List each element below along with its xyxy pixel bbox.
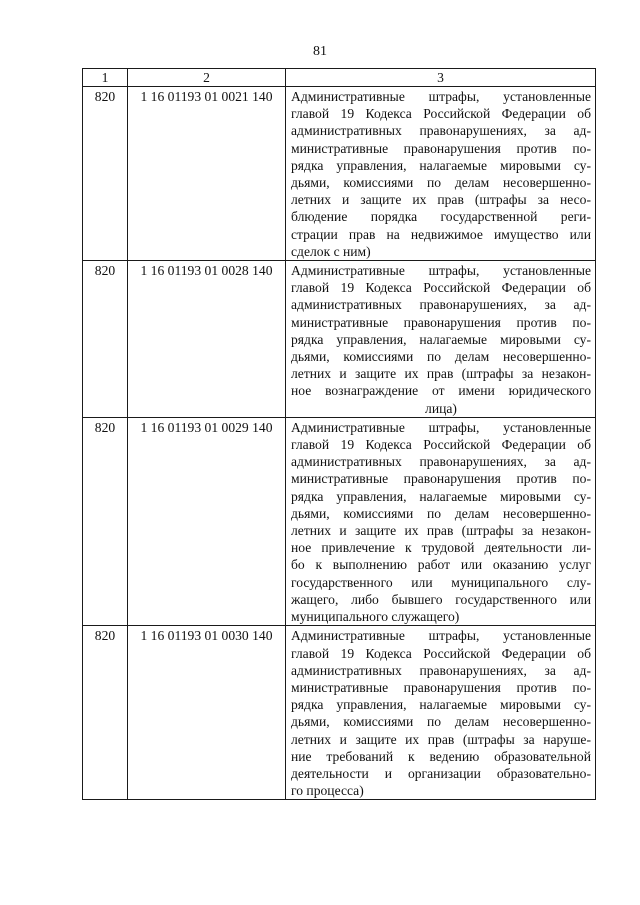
description-line: рядка управления, налагаемые мировыми су-: [291, 157, 591, 173]
description-line: министративные правонарушения против по-: [291, 314, 591, 330]
table-row: [83, 626, 596, 800]
description-line: го процесса): [291, 783, 364, 799]
description-line: административных правонарушениях, за ад-: [291, 297, 591, 313]
column-header-3: 3: [286, 69, 596, 87]
description-line: государственного или муниципального слу-: [291, 574, 591, 590]
description-line: рядка управления, налагаемые мировыми су-: [291, 331, 591, 347]
budget-classification-code-cell: 1 16 01193 01 0021 140: [128, 87, 286, 261]
description-line: дьями, комиссиями по делам несовершенно-: [291, 349, 591, 365]
description-cell: [286, 626, 596, 800]
description-cell: [286, 417, 596, 625]
table-header-row: [83, 69, 596, 87]
table-row: [83, 261, 596, 418]
description-line: летних и защите их прав (штрафы за несо-: [291, 192, 591, 208]
description-line: министративные правонарушения против по-: [291, 140, 591, 156]
description-line: лица): [425, 400, 457, 416]
description-line: главой 19 Кодекса Российской Федерации об: [291, 106, 591, 122]
description-line: сделок с ним): [291, 243, 371, 259]
description-line: Административные штрафы, установленные: [291, 419, 591, 435]
budget-classification-code-cell: 1 16 01193 01 0030 140: [128, 626, 286, 800]
description-line: дьями, комиссиями по делам несовершенно-: [291, 505, 591, 521]
admin-code-cell: 820: [83, 626, 128, 800]
description-line: летних и защите их прав (штрафы за незакон-: [291, 523, 591, 539]
admin-code-cell: 820: [83, 261, 128, 418]
description-line: Административные штрафы, установленные: [291, 628, 591, 644]
description-line: дьями, комиссиями по делам несовершенно-: [291, 175, 591, 191]
description-line: деятельности и организации образовательно-: [291, 765, 591, 781]
description-line: рядка управления, налагаемые мировыми су-: [291, 697, 591, 713]
budget-classification-code-cell: 1 16 01193 01 0028 140: [128, 261, 286, 418]
description-line: блюдение порядка государственной реги-: [291, 209, 591, 225]
description-line: бо к выполнению работ или оказанию услуг: [291, 557, 591, 573]
description-line: административных правонарушениях, за ад-: [291, 123, 591, 139]
description-cell: [286, 87, 596, 261]
description-line: жащего, либо бывшего государственного или: [291, 591, 591, 607]
description-line: ное привлечение к трудовой деятельности ли-: [291, 540, 591, 556]
budget-codes-table: [82, 68, 596, 800]
column-header-2: 2: [128, 69, 286, 87]
description-line: муниципального служащего): [291, 609, 460, 625]
admin-code-cell: 820: [83, 417, 128, 625]
description-line: ние требований к ведению образовательной: [291, 748, 591, 764]
description-line: министративные правонарушения против по-: [291, 679, 591, 695]
description-line: Административные штрафы, установленные: [291, 263, 591, 279]
description-line: Административные штрафы, установленные: [291, 89, 591, 104]
description-line: административных правонарушениях, за ад-: [291, 662, 591, 678]
description-line: главой 19 Кодекса Российской Федерации об: [291, 280, 591, 296]
admin-code-cell: 820: [83, 87, 128, 261]
description-line: летних и защите их прав (штрафы за незакон-: [291, 366, 591, 382]
budget-classification-code-cell: 1 16 01193 01 0029 140: [128, 417, 286, 625]
description-line: главой 19 Кодекса Российской Федерации об: [291, 437, 591, 453]
description-line: дьями, комиссиями по делам несовершенно-: [291, 714, 591, 730]
description-line: главой 19 Кодекса Российской Федерации об: [291, 645, 591, 661]
description-line: министративные правонарушения против по-: [291, 471, 591, 487]
description-line: ное вознаграждение от имени юридического: [291, 383, 591, 399]
table-row: [83, 417, 596, 625]
description-line: летних и защите их прав (штрафы за наруше-: [291, 731, 591, 747]
description-line: административных правонарушениях, за ад-: [291, 454, 591, 470]
description-cell: [286, 261, 596, 418]
description-line: страции прав на недвижимое имущество или: [291, 226, 591, 242]
description-line: рядка управления, налагаемые мировыми су-: [291, 488, 591, 504]
table-row: [83, 87, 596, 261]
page-number: 81: [313, 44, 327, 59]
column-header-1: 1: [83, 69, 128, 87]
